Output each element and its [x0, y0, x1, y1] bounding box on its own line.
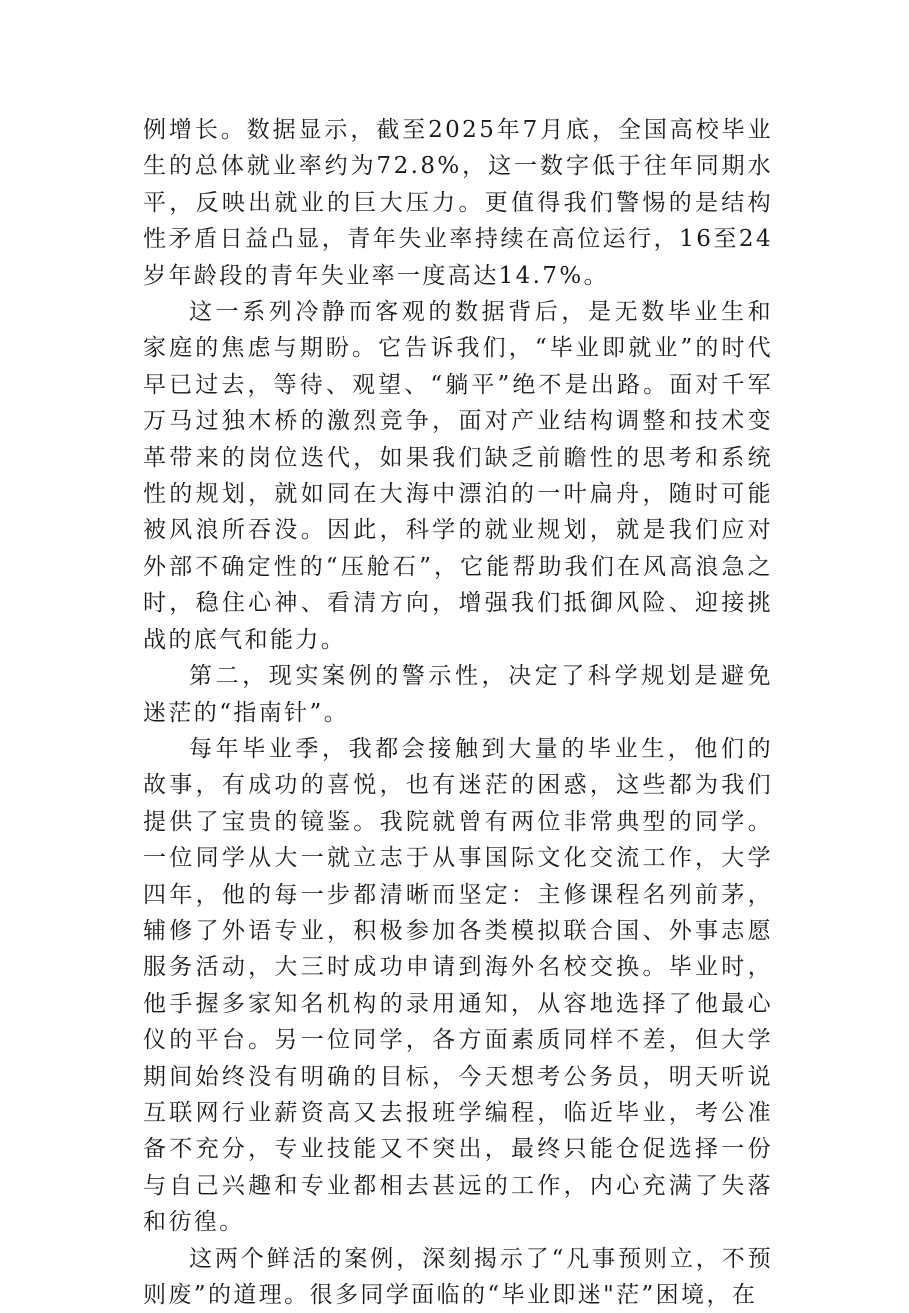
paragraph-anxiety-and-planning: 这一系列冷静而客观的数据背后，是无数毕业生和家庭的焦虑与期盼。它告诉我们，“毕业即就业”的时代早已过去，等待、观望、“躺平”绝不是出路。面对千军万马过独木桥的激烈竞争，面对产业结构调整和技术变革带来的岗位迭代，如果我们缺乏前瞻性的思考和系统性的规划，就如同在大海中漂泊的一叶扁舟，随时可能被风浪所吞没。因此，科学的就业规划，就是我们应对外部不确定性的“压舱石”，它能帮助我们在风高浪急之时，稳住心神、看清方向，增强我们抵御风险、迎接挑战的底气和能力。	[143, 299, 773, 653]
paragraph-case-studies: 每年毕业季，我都会接触到大量的毕业生，他们的故事，有成功的喜悦，也有迷茫的困惑，这些都为我们提供了宝贵的镜鉴。我院就曾有两位非常典型的同学。一位同学从大一就立志于从事国际文化交流工作，大学四年，他的每一步都清晰而坚定：主修课程名列前茅，辅修了外语专业，积极参加各类模拟联合国、外事志愿服务活动，大三时成功申请到海外名校交换。毕业时，他手握多家知名机构的录用通知，从容地选择了他最心仪的平台。另一位同学，各方面素质同样不差，但大学期间始终没有明确的目标，今天想考公务员，明天听说互联网行业薪资高又去报班学编程，临近毕业，考公准备不充分，专业技能又不突出，最终只能仓促选择一份与自己兴趣和专业都相去甚远的工作，内心充满了失落和彷徨。	[143, 735, 773, 1236]
body-text	[143, 112, 773, 1313]
paragraph-second-point-heading: 第二，现实案例的警示性，决定了科学规划是避免迷茫的“指南针”。	[143, 663, 773, 726]
paragraph-employment-data: 例增长。数据显示，截至2025年7月底，全国高校毕业生的总体就业率约为72.8%，这一数字低于往年同期水平，反映出就业的巨大压力。更值得我们警惕的是结构性矛盾日益凸显，青年失业率持续在高位运行，16至24岁年龄段的青年失业率一度高达14.7%。	[143, 117, 773, 289]
paragraph-lesson: 这两个鲜活的案例，深刻揭示了“凡事预则立，不预则废”的道理。很多同学面临的“毕业即迷"茫”困境，在	[143, 1245, 773, 1308]
